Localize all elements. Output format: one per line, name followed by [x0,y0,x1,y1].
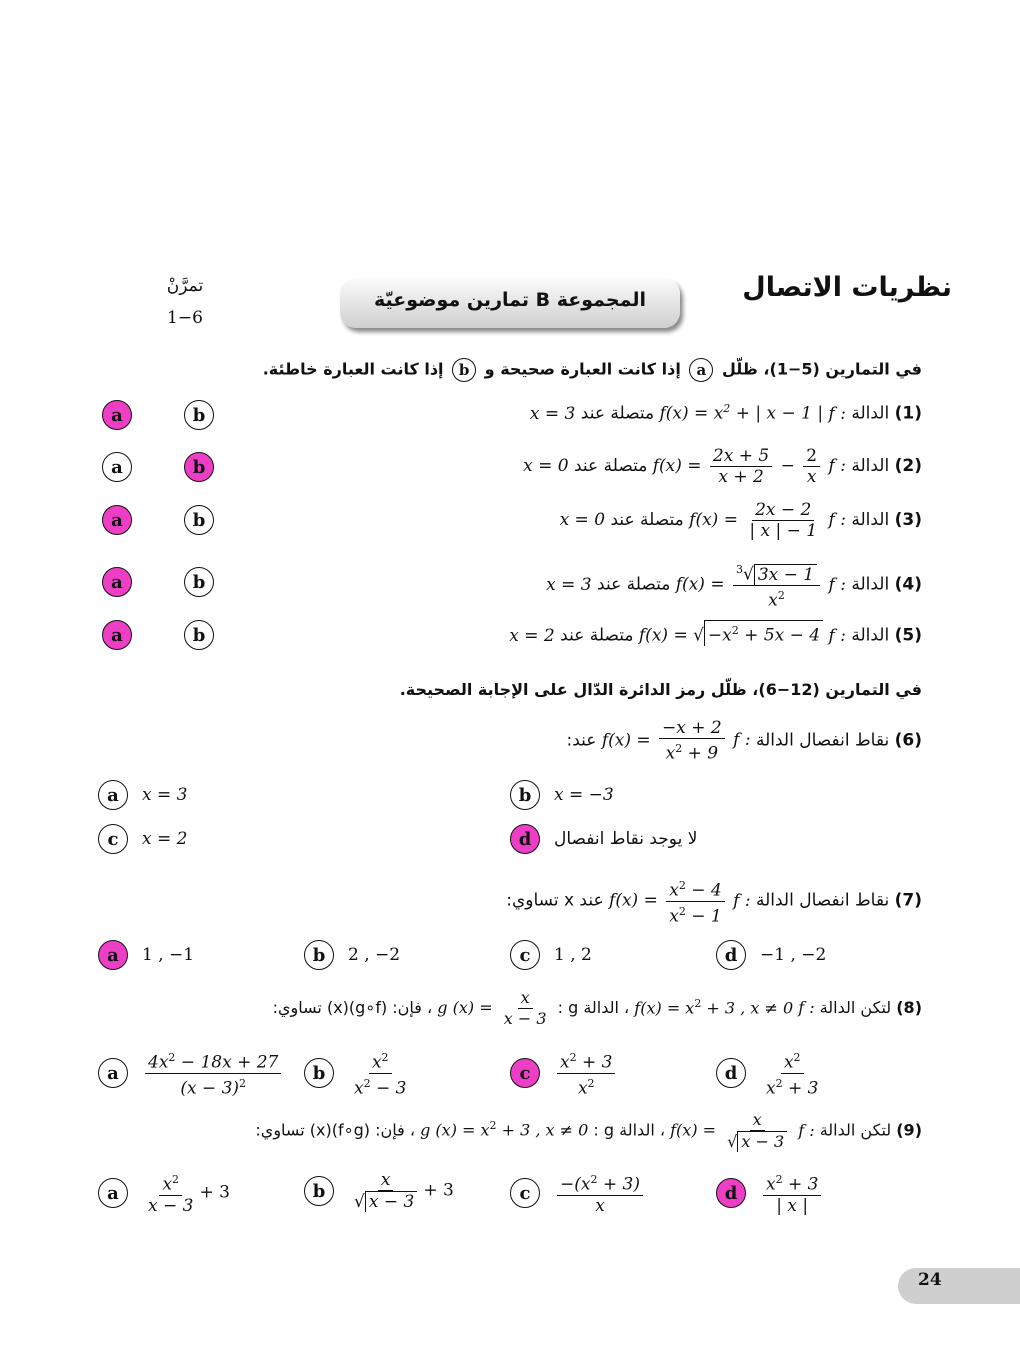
instruction-text: إذا كانت العبارة خاطئة. [262,359,444,379]
question-8: (8) لتكن الدالة f : $f(x) = x^2 + 3$ , x ≠ 0 ، الدالة g : g (x) = $\frac{x}{x - 3}$ ، فإن: (g∘f)(x) تساوي: [272,988,922,1028]
question-text: الدالة [851,510,890,530]
q7-option-a[interactable] [98,940,194,970]
practice-range: 1−6 [167,308,203,328]
practice-box [150,270,220,334]
question-text: لتكن الدالة [819,1120,892,1140]
option-circle[interactable]: c [510,940,540,970]
instruction-multiple-choice: في التمارين (12−6)، ظلّل رمز الدائرة الدّال على الإجابة الصحيحة. [399,680,922,699]
question-number: (7) [894,890,922,911]
question-9: (9) لتكن الدالة f : f(x) = $\frac{x}{√ x - 3}$ ، الدالة g : g $(x) = x^2 + 3$ , x ≠ 0 ، فإن: (f∘g)(x) تساوي: [255,1110,922,1151]
question-number: (3) [894,510,922,530]
q9-option-c[interactable] [510,1170,646,1216]
point: x = 0 [559,510,606,530]
func-f: f : [828,574,846,595]
question-text: الدالة g : [557,998,619,1017]
q7-option-d[interactable] [716,940,826,970]
q8-option-a[interactable] [98,1048,284,1098]
page-number: 24 [898,1268,1020,1304]
q2-option-a[interactable]: a [102,452,132,482]
question-text: عند: [566,730,597,751]
func-f: f : [828,510,846,530]
option-circle[interactable]: a [98,1178,128,1208]
question-text: ، فإن: (f∘g)(x) تساوي: [255,1120,415,1140]
option-circle[interactable]: b [510,780,540,810]
option-text: لا يوجد نقاط انفصال [554,829,698,849]
option-formula: $\frac{x^2 + 3}{| x |}$ [760,1170,824,1216]
instruction-true-false [263,358,922,382]
question-6 [566,718,922,764]
q1-option-a[interactable]: a [102,400,132,430]
option-text: 1 , 2 [554,945,592,965]
question-text: نقاط انفصال الدالة [755,890,890,911]
question-text: الدالة [851,403,890,424]
q6-option-a[interactable] [98,780,187,810]
question-number: (4) [894,574,922,595]
q5-option-b[interactable]: b [184,620,214,650]
option-text: −1 , −2 [760,945,827,965]
q3-option-a[interactable]: a [102,505,132,535]
q6-option-b[interactable] [510,780,614,810]
option-text: x = 3 [142,785,188,805]
formula-f: $f(x) = x^2 + 3$ , x ≠ 0 [634,996,794,1017]
option-circle[interactable]: b [304,1176,334,1206]
question-text: متصلة عند [597,574,671,595]
option-formula: $\frac{4x^2 - 18x + 27}{(x - 3)^2}$ [142,1048,284,1098]
option-formula: $\frac{x^2}{x - 3}$ + 3 [142,1170,230,1216]
option-circle[interactable]: a [98,1058,128,1088]
q4-option-a[interactable]: a [102,567,132,597]
q5-option-a[interactable]: a [102,620,132,650]
formula: f(x) = $\frac{-x + 2}{x^2 + 9}$ [602,718,728,764]
option-circle[interactable]: a [98,780,128,810]
func-f: f : [798,998,815,1017]
inline-circle-b: b [452,358,476,382]
formula: f(x) = $\frac{^3√ 3x - 1}{x^2}$ [676,560,823,610]
question-text: متصلة عند [573,456,648,476]
option-formula: $\frac{x^2 + 3}{x^2}$ [554,1048,618,1098]
question-text: متصلة عند [610,510,684,530]
option-text: 1 , −1 [142,945,195,965]
question-number: (9) [896,1120,922,1140]
option-text: 2 , −2 [348,945,401,965]
question-3 [560,500,922,541]
option-circle[interactable]: d [716,940,746,970]
question-text: متصلة عند [560,625,634,646]
question-text: الدالة [851,456,890,476]
question-text: عند x تساوي: [506,890,604,911]
formula-f: f(x) = $\frac{x}{√ x - 3}$ [670,1110,793,1152]
q9-option-b[interactable] [304,1170,454,1212]
func-f: f : [733,730,751,751]
question-text: متصلة عند [580,403,655,424]
group-banner: المجموعة B تمارين موضوعيّة [340,278,680,328]
question-text: ، فإن: (g∘f)(x) تساوي: [272,998,433,1017]
question-number: (5) [894,625,922,646]
instruction-text: في التمارين (5−1)، ظلّل [721,359,922,379]
option-text: x = −3 [554,785,614,805]
option-text: x = 2 [142,829,188,849]
formula: f(x) = $\frac{2x - 2}{| x | - 1}$ [689,500,818,541]
func-f: f : [828,403,846,424]
point: x = 3 [529,403,576,424]
formula: f(x) = $\frac{2x + 5}{x + 2}$ − $\frac{2}{x}$ [653,446,823,487]
q8-option-b[interactable] [304,1048,412,1098]
option-circle[interactable]: d [716,1058,746,1088]
point: x = 0 [523,456,569,476]
point: x = 2 [509,625,555,646]
option-circle[interactable]: d [510,824,540,854]
formula-g: g (x) = $\frac{x}{x - 3}$ [437,988,547,1028]
question-5 [509,620,922,646]
func-f: f : [798,1120,815,1140]
inline-circle-a: a [689,358,713,382]
section-title: نظريات الاتصال [742,272,952,303]
formula: f(x) = $\frac{x^2 - 4}{x^2 - 1}$ [609,876,728,926]
q3-option-b[interactable]: b [184,505,214,535]
q2-option-b[interactable]: b [184,452,214,482]
q9-option-d[interactable] [716,1170,824,1216]
option-formula: $\frac{x^2}{x^2 - 3}$ [348,1048,412,1098]
question-2 [523,446,922,487]
formula: f(x) = √ $-x^2 + 5x - 4$ [639,620,823,646]
question-4 [546,560,922,610]
q8-option-d[interactable] [716,1048,824,1098]
q4-option-b[interactable]: b [184,567,214,597]
q8-option-c[interactable] [510,1048,618,1098]
formula-g: g $(x) = x^2 + 3$ , x ≠ 0 [420,1119,589,1140]
question-7 [506,876,922,926]
option-circle[interactable]: a [98,940,128,970]
question-text: نقاط انفصال الدالة [755,730,890,751]
question-number: (1) [894,403,922,424]
question-text: الدالة g : [593,1120,655,1140]
question-1 [530,402,922,424]
option-formula: $\frac{x^2}{x^2 + 3}$ [760,1048,824,1098]
question-number: (6) [894,730,922,751]
point: x = 3 [546,574,592,595]
option-circle[interactable]: c [510,1058,540,1088]
question-number: (2) [894,456,922,476]
func-f: f : [733,890,751,911]
q6-option-d[interactable] [510,824,697,854]
q9-option-a[interactable] [98,1170,230,1216]
practice-label: تمرَّنْ [166,276,204,296]
option-formula: $\frac{x}{√ x - 3}$ + 3 [354,1170,454,1212]
q6-option-c[interactable] [98,824,187,854]
question-number: (8) [896,998,922,1017]
func-f: f : [828,456,846,476]
question-text: الدالة [851,574,890,595]
formula: $f(x) = x^2$ + | x − 1 | [659,402,824,424]
option-circle[interactable]: c [98,824,128,854]
option-circle[interactable]: b [304,940,334,970]
q7-option-c[interactable] [510,940,592,970]
option-circle[interactable]: d [716,1178,746,1208]
option-circle[interactable]: c [510,1178,540,1208]
q7-option-b[interactable] [304,940,400,970]
question-text: لتكن الدالة [819,998,892,1017]
option-circle[interactable]: b [304,1058,334,1088]
q1-option-b[interactable]: b [184,400,214,430]
question-text: الدالة [851,625,890,646]
instruction-text: إذا كانت العبارة صحيحة و [484,359,681,379]
option-formula: $\frac{-(x^2 + 3)}{x}$ [554,1170,646,1216]
func-f: f : [828,625,846,646]
